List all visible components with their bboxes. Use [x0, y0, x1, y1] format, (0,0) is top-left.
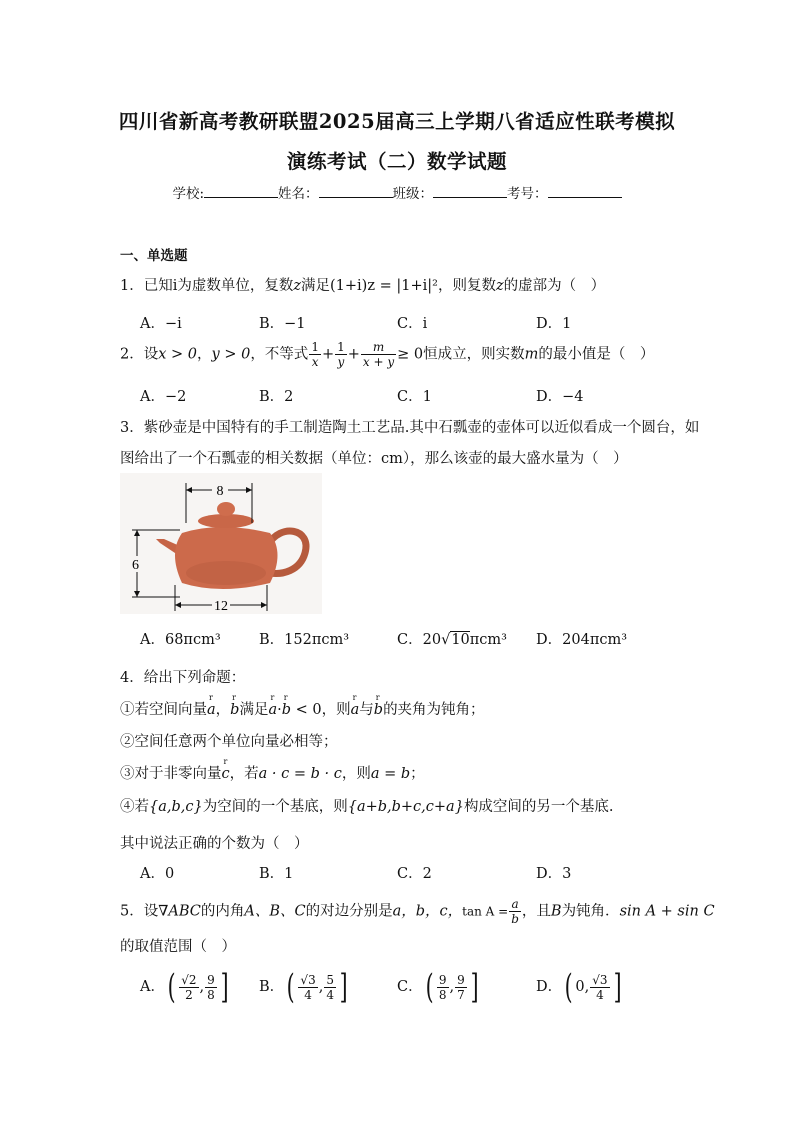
- q1-text-d: 的虚部为（ ）: [503, 278, 606, 294]
- q4-option-c[interactable]: C．2: [397, 866, 432, 882]
- q5-stem: 5．设∇ABC的内角A、B、C的对边分别是a，b，c，tan A = $\frac{a}{b}$ ，且B为钝角．sin A + sin C: [120, 897, 715, 926]
- q1-var-z: z: [293, 278, 302, 294]
- q3-text-1: 紫砂壶是中国特有的手工制造陶土工艺品.其中石瓢壶的壶体可以近似看成一个圆台，如: [143, 420, 700, 436]
- q5-option-b[interactable]: B．( $\frac{√3}{4}$ , $\frac{5}{4}$ ]: [259, 967, 348, 1007]
- teapot-figure: [120, 473, 322, 614]
- q4-option-a[interactable]: A．0: [140, 866, 175, 882]
- q1-stem: [120, 274, 605, 295]
- q2-text-c: 恒成立，则实数: [423, 346, 525, 363]
- q2-inequality: ≥ 0: [397, 346, 424, 363]
- q1-option-d[interactable]: D．1: [536, 316, 572, 332]
- q2-option-d[interactable]: D．−4: [536, 389, 584, 405]
- q2-text-d: 的最小值是（ ）: [538, 346, 655, 363]
- q5-line-2: 的取值范围（ ）: [120, 939, 236, 955]
- q4-stem: 4．给出下列命题：: [120, 670, 246, 686]
- q2-text-a: 设: [143, 346, 159, 363]
- student-info: [0, 182, 794, 202]
- q2-text-b: ，不等式: [250, 346, 309, 363]
- q4-question: 其中说法正确的个数为（ ）: [120, 836, 309, 852]
- q1-text-c: ，则复数: [437, 278, 496, 294]
- q5-option-c[interactable]: C．( $\frac{9}{8}$ , $\frac{9}{7}$ ]: [397, 967, 479, 1007]
- q1-var-z2: z: [495, 278, 504, 294]
- q5-option-a[interactable]: A．( $\frac{√2}{2}$ , $\frac{9}{8}$ ]: [140, 967, 229, 1007]
- q3-stem-line-1: [120, 416, 699, 437]
- dim-side-label: 6: [132, 558, 139, 573]
- q2-option-a[interactable]: A．−2: [140, 389, 187, 405]
- title-line-2: 演练考试（二）数学试题: [286, 150, 507, 173]
- class-label: 班级：: [392, 186, 434, 202]
- q3-option-d[interactable]: D．204πcm³: [536, 632, 628, 648]
- q2-frac-2: $\frac{1}{y}$: [337, 340, 345, 369]
- teapot-knob: [217, 502, 235, 516]
- q5-tan-frac: $\frac{a}{b}$: [511, 897, 519, 926]
- q2-frac-1: $\frac{1}{x}$: [311, 340, 319, 369]
- q1-text-a: 已知i为虚数单位，复数: [143, 278, 294, 294]
- q4-statement-1: ①若空间向量r a，r b满足r a·r b < 0，则r a与r b的夹角为钝角；: [120, 698, 485, 719]
- name-blank[interactable]: [319, 185, 393, 198]
- q1-option-a[interactable]: A．−i: [140, 316, 182, 332]
- exam-no-blank[interactable]: [548, 185, 622, 198]
- q2-cond-y: y > 0: [211, 346, 251, 363]
- q3-stem-line-2: 图给出了一个石瓢壶的相关数据（单位：cm），那么该壶的最大盛水量为（ ）: [120, 451, 628, 467]
- dim-bottom-label: 12: [214, 599, 228, 614]
- class-blank[interactable]: [433, 185, 507, 198]
- q4-statement-3: ③对于非零向量r c，若a · c = b · c，则a = b；: [120, 762, 425, 783]
- q1-text-b: 满足: [301, 278, 331, 294]
- q3-option-b[interactable]: B．152πcm³: [259, 632, 350, 648]
- q2-var-m: m: [524, 346, 539, 363]
- q5-option-d[interactable]: D．( 0, $\frac{√3}{4}$ ]: [536, 967, 622, 1007]
- q3-number: 3．: [120, 420, 144, 436]
- q1-option-b[interactable]: B．−1: [259, 316, 306, 332]
- q4-statement-2: ②空间任意两个单位向量必相等；: [120, 734, 338, 750]
- exam-no-label: 考号：: [507, 186, 548, 202]
- name-label: 姓名：: [278, 186, 319, 202]
- school-blank[interactable]: [204, 185, 278, 198]
- q1-expression: (1+i)z = |1+i|²: [330, 278, 438, 294]
- q2-option-c[interactable]: C．1: [397, 389, 432, 405]
- q4-statement-4: ④若{a,b,c}为空间的一个基底，则{a+b,b+c,c+a}构成空间的另一个基底.: [120, 799, 614, 815]
- q3-option-c[interactable]: C．20√10πcm³: [397, 632, 507, 648]
- q4-option-b[interactable]: B．1: [259, 866, 294, 882]
- q3-option-a[interactable]: A．68πcm³: [140, 632, 221, 648]
- dim-top-label: 8: [216, 484, 224, 499]
- q2-stem: 2．设x > 0，y > 0，不等式 $\frac{1}{x}$ + $\frac{1}{y}$ + $\frac{m}{x + y}$ ≥ 0恒成立，则实数m的最小值是（ ）: [120, 340, 655, 369]
- q1-number: 1．: [120, 278, 144, 294]
- q1-option-c[interactable]: C．i: [397, 316, 428, 332]
- teapot-lid: [198, 514, 254, 528]
- section-heading: 一、单选题: [120, 248, 188, 264]
- q2-cond-x: x > 0: [158, 346, 198, 363]
- q2-sep: ，: [197, 346, 212, 363]
- title-line-1: 四川省新高考教研联盟2025届高三上学期八省适应性联考模拟: [118, 110, 676, 133]
- q2-option-b[interactable]: B．2: [259, 389, 294, 405]
- teapot-shadow: [186, 561, 266, 585]
- school-label: 学校:: [172, 186, 205, 202]
- q4-option-d[interactable]: D．3: [536, 866, 572, 882]
- q2-frac-3: $\frac{m}{x + y}$: [362, 340, 395, 369]
- q2-number: 2．: [120, 346, 144, 363]
